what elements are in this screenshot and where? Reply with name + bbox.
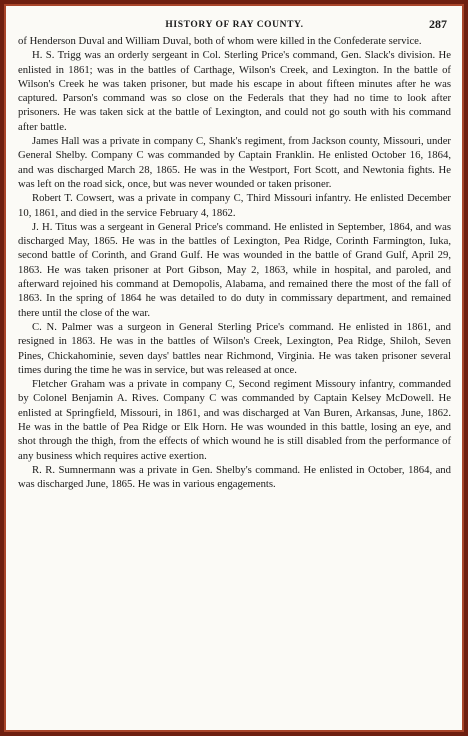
paragraph-hall: James Hall was a private in company C, Shank's regiment, from Jackson county, Missouri, under General Shelby. Company C was commanded by Captain Franklin. He enlisted October 16, 1864, and was discharged March 28, 1865. He was in the Westport, Fort Scott, and Newtonia fights. He was left on the road sick, once, but was never wounded or taken prisoner. [18, 135, 451, 190]
paragraph-sumnermann: R. R. Sumnermann was a private in Gen. Shelby's command. He enlisted in October, 1864, and was discharged June, 1865. He was in various engagements. [18, 463, 451, 491]
paragraph-trigg: H. S. Trigg was an orderly sergeant in Col. Sterling Price's command, Gen. Slack's division. He enlisted in 1861; was in the battles of Carthage, Wilson's Creek, and Lexington. In the battle of Wilson's Creek he was taken prisoner, but made his escape in about fifteen minutes after he was captured. Parson's command was so close on the Federals that they had no time to look after prisoners. He was taken sick at the battle of Lexington, and could not go south with his command after battle. [18, 49, 451, 133]
paragraph-cowsert: Robert T. Cowsert, was a private in company C, Third Missouri infantry. He enlisted December 10, 1861, and died in the service February 4, 1862. [18, 192, 451, 219]
page-number: 287 [429, 17, 447, 31]
book-page [6, 6, 462, 730]
running-head-title: HISTORY OF RAY COUNTY. [165, 20, 304, 30]
paragraph-titus: J. H. Titus was a sergeant in General Price's command. He enlisted in September, 1864, and was discharged May, 1865. He was in the battles of Lexington, Pea Ridge, Corinth Farmington, Iuka, second battle of Corinth, and Grand Gulf. He was wounded in the battle of Grand Gulf, April 29, 1863. He was taken prisoner at Port Gibson, May 2, 1863, while in hospital, and paroled, and afterward rejoined his command at Demopolis, Alabama, and remained there the most of the fall of 1863. In the spring of 1864 he was detailed to do duty in commissary department, and remained there until the close of the war. [18, 220, 451, 319]
running-head [18, 18, 451, 34]
paragraph-duval-continuation: of Henderson Duval and William Duval, both of whom were killed in the Confederate service. [18, 35, 422, 47]
page-frame-inner [4, 4, 464, 732]
paragraph-graham: Fletcher Graham was a private in company C, Second regiment Missoury infantry, commanded by Colonel Benjamin A. Rives. Company C was commanded by Captain Kelsey McDowell. He enlisted at Springfield, Missouri, in 1861, and was discharged at Van Buren, Arkansas, June, 1862. He was in the battle of Pea Ridge or Elk Horn. He was wounded in this battle, losing an eye, and shot through the thigh, from the effects of which wound he is still disabled from the performance of any business which requires active exertion. [18, 378, 451, 462]
paragraph-palmer: C. N. Palmer was a surgeon in General Sterling Price's command. He enlisted in 1861, and resigned in 1863. He was in the battles of Wilson's Creek, Lexington, Pea Ridge, Shiloh, Seven Pines, Chickahominie, seven days' battles near Richmond, Virginia. He was taken prisoner several times during the time he was in service, but was released at once. [18, 320, 451, 376]
